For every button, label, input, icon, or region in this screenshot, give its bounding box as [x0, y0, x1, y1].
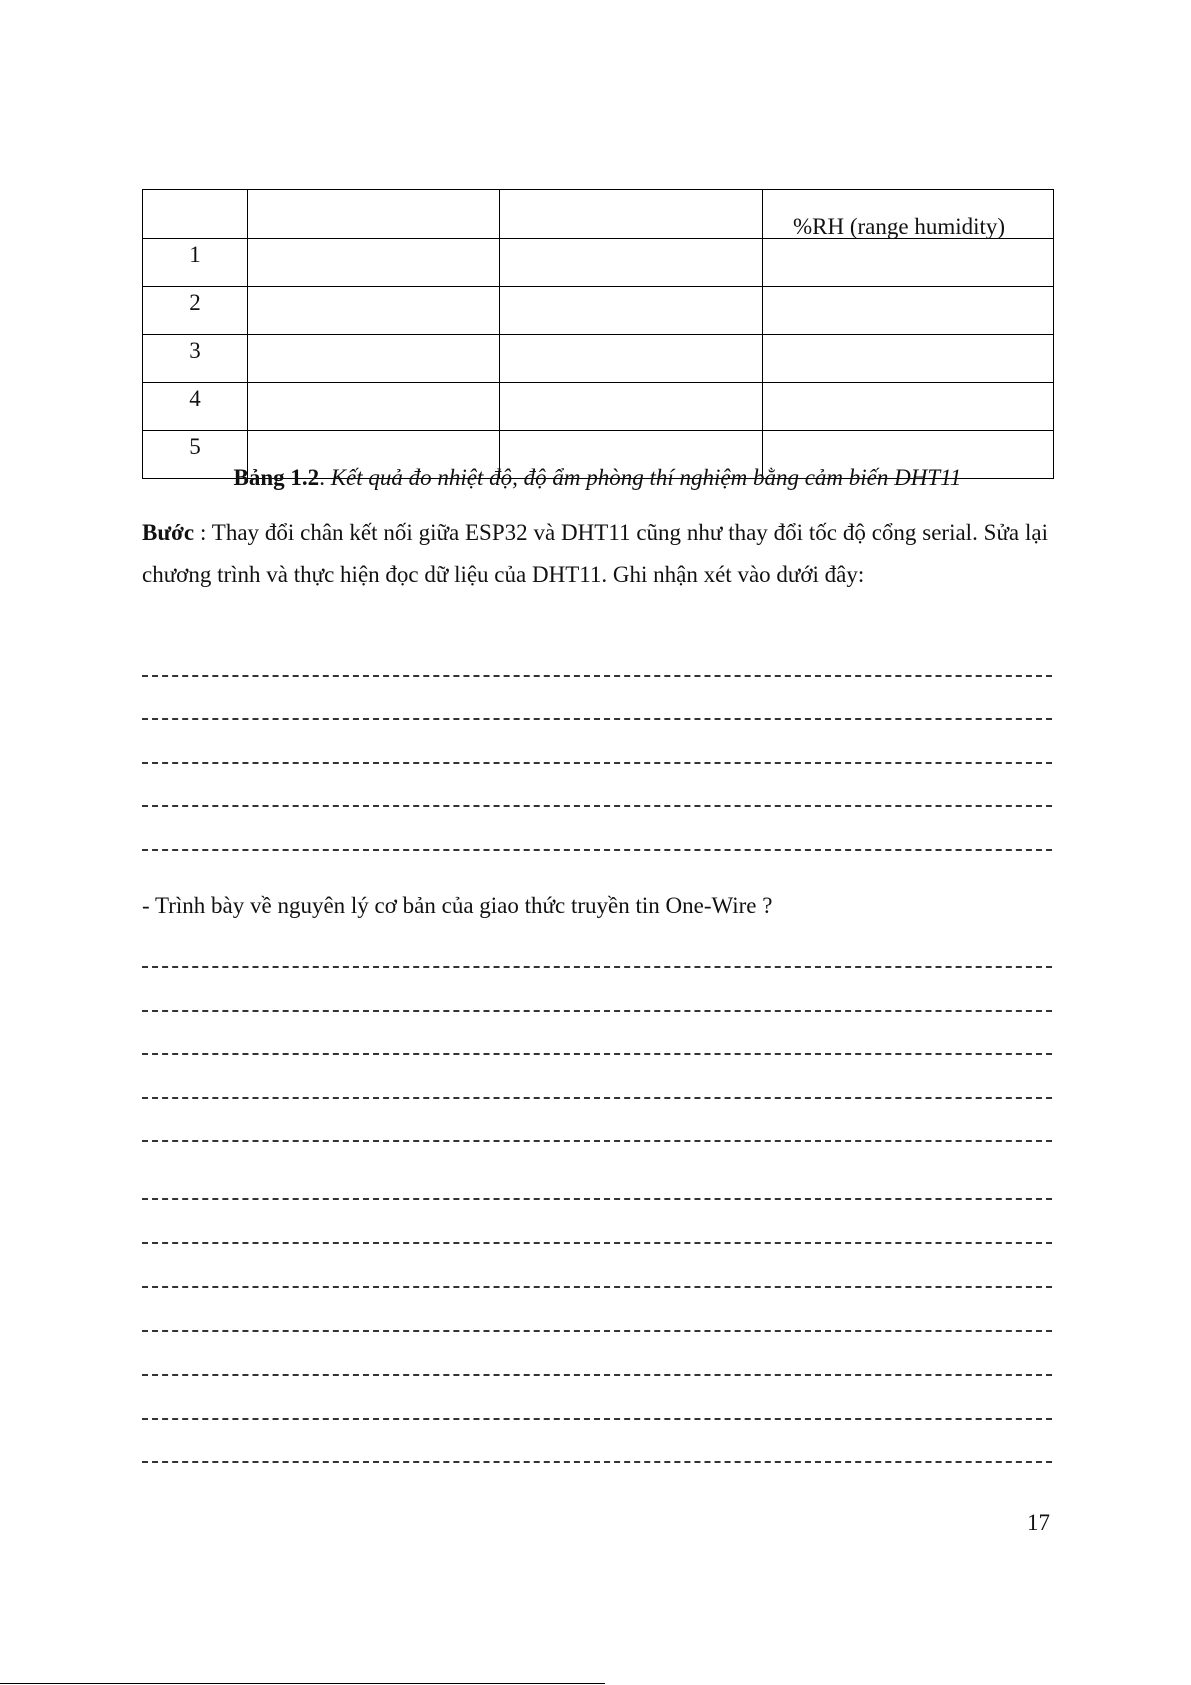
answer-line [142, 675, 1052, 677]
table-row [143, 383, 1054, 431]
table-cell [500, 239, 763, 287]
table-header-cell [248, 190, 500, 239]
answer-line [142, 1418, 1052, 1420]
answer-line [142, 1330, 1052, 1332]
answer-line [142, 1010, 1052, 1012]
table-cell [500, 335, 763, 383]
table-row [143, 239, 1054, 287]
table-caption [142, 465, 1053, 491]
table-cell [500, 383, 763, 431]
table-cell [248, 335, 500, 383]
step-text: : Thay đổi chân kết nối giữa ESP32 và DHT11 cũng như thay đổi tốc độ cổng serial. Sửa lại chương trình và thực hiện đọc dữ liệu của DHT11. Ghi nhận xét vào dưới đây: [142, 520, 1048, 587]
answer-line [142, 805, 1052, 807]
table-row [143, 335, 1054, 383]
table-cell [763, 335, 1054, 383]
row-number: 5 [143, 431, 248, 479]
footer-rule [0, 1683, 605, 1684]
answer-line [142, 718, 1052, 720]
caption-label: Bảng 1.2 [233, 465, 320, 490]
answer-line [142, 966, 1052, 968]
answer-line [142, 1286, 1052, 1288]
table-cell [248, 383, 500, 431]
table-cell [763, 383, 1054, 431]
page-number: 17 [1027, 1510, 1050, 1535]
answer-line [142, 1097, 1052, 1099]
table-header-cell [500, 190, 763, 239]
row-number: 3 [143, 335, 248, 383]
table-cell [500, 287, 763, 335]
step-label: Bước [142, 520, 195, 545]
row-number: 2 [143, 287, 248, 335]
table-cell [248, 287, 500, 335]
row-number: 1 [143, 239, 248, 287]
answer-line [142, 1242, 1052, 1244]
question-text: - Trình bày về nguyên lý cơ bản của giao thức truyền tin One-Wire ? [142, 893, 773, 918]
table-header-cell [143, 190, 248, 239]
answer-line [142, 1461, 1052, 1463]
answer-line [142, 1053, 1052, 1055]
humidity-header-label: %RH (range humidity) [793, 214, 1006, 239]
answer-line [142, 1198, 1052, 1200]
table-row [143, 287, 1054, 335]
answer-line [142, 1374, 1052, 1376]
answer-line [142, 849, 1052, 851]
caption-separator: . [319, 465, 325, 490]
caption-text: Kết quả đo nhiệt độ, độ ẩm phòng thí nghiệm bằng cảm biến DHT11 [324, 465, 962, 490]
table-cell [763, 287, 1054, 335]
table-header-row [143, 190, 1054, 239]
table-header-cell [763, 190, 1054, 239]
step-paragraph [142, 512, 1048, 596]
table-cell [248, 239, 500, 287]
answer-line [142, 762, 1052, 764]
answer-line [142, 1140, 1052, 1142]
results-table [142, 189, 1054, 479]
table-cell [763, 239, 1054, 287]
row-number: 4 [143, 383, 248, 431]
